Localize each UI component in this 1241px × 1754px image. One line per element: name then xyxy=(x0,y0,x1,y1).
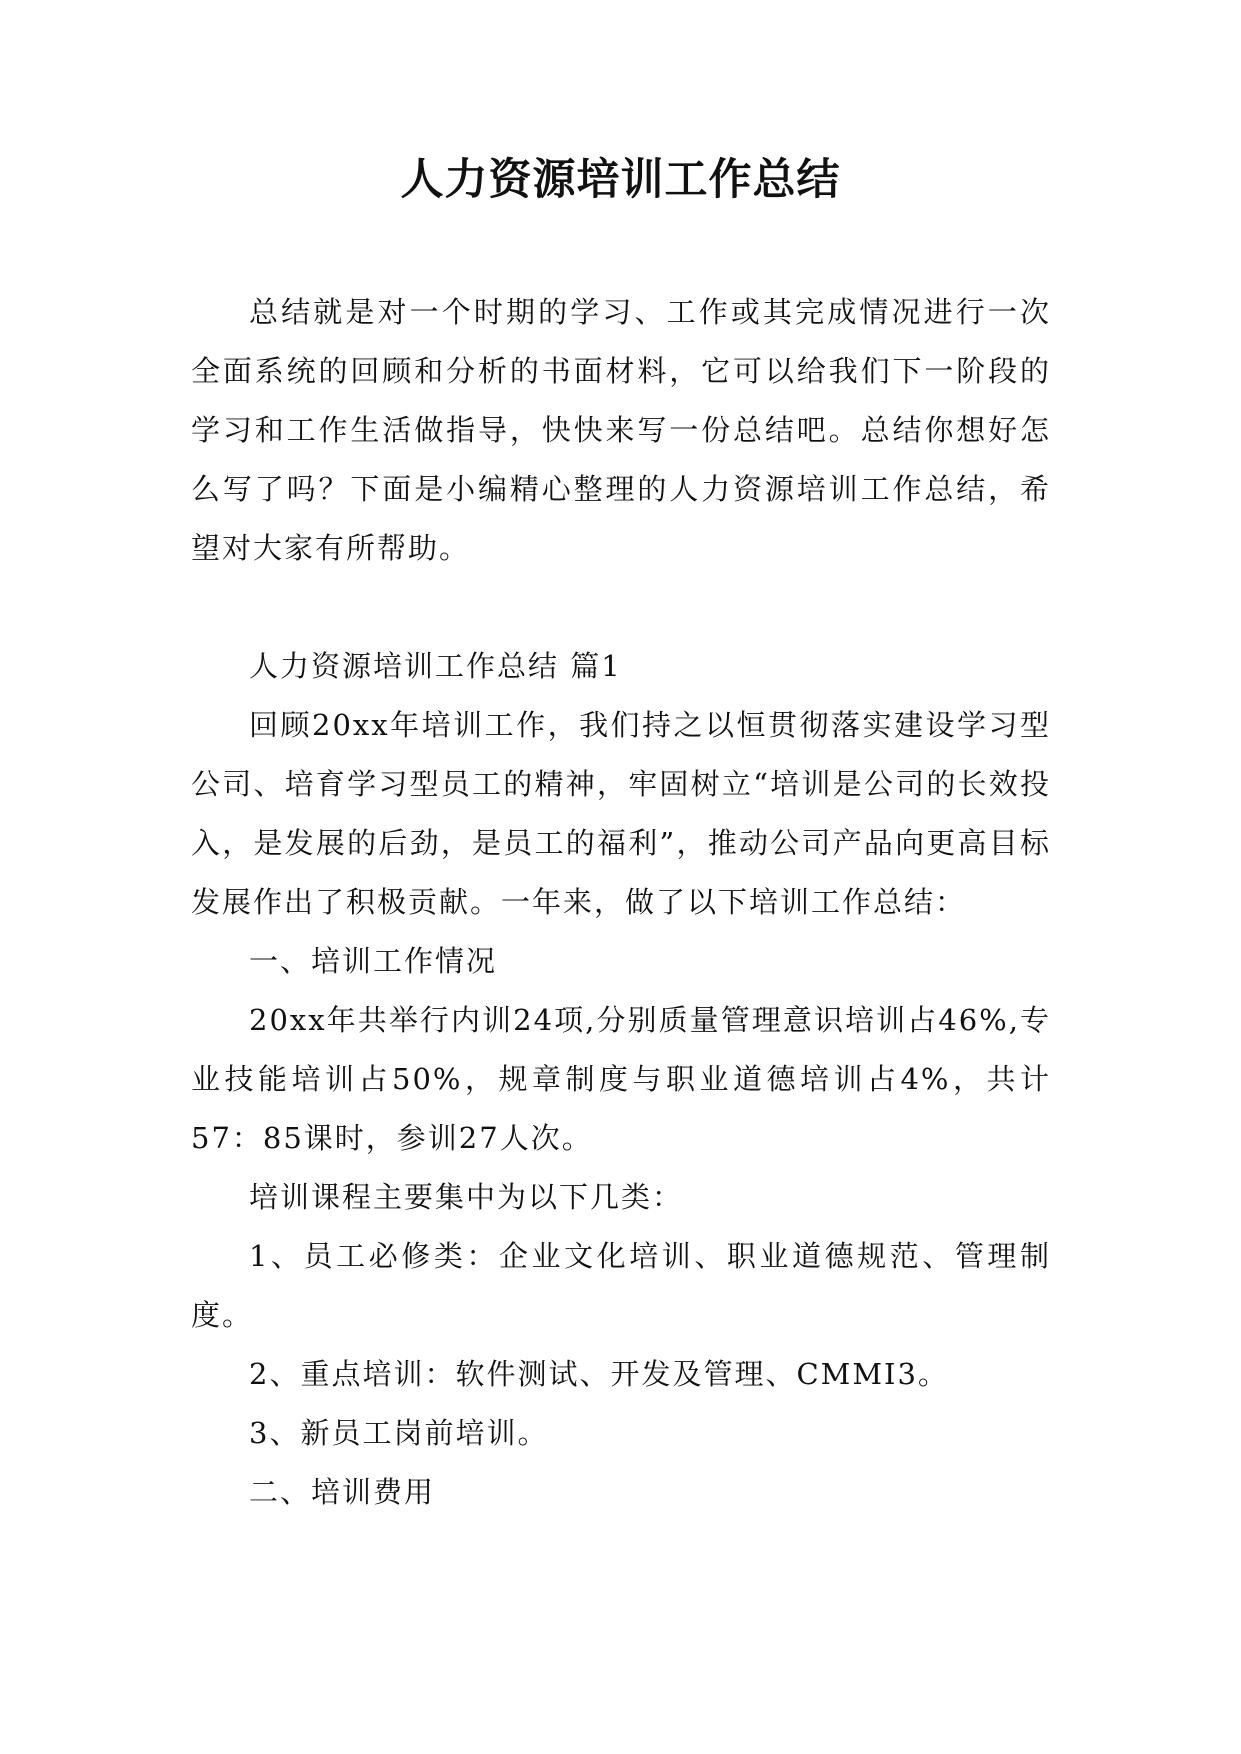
intro-paragraph: 总结就是对一个时期的学习、工作或其完成情况进行一次全面系统的回顾和分析的书面材料，它可以给我们下一阶段的学习和工作生活做指导，快快来写一份总结吧。总结你想好怎么写了吗？下面是小编精心整理的人力资源培训工作总结，希望对大家有所帮助。 xyxy=(191,295,1051,565)
document-body xyxy=(191,283,1051,1522)
section-heading-part-1: 人力资源培训工作总结 篇1 xyxy=(249,649,622,683)
review-paragraph: 回顾20xx年培训工作，我们持之以恒贯彻落实建设学习型公司、培育学习型员工的精神，牢固树立“培训是公司的长效投入，是发展的后劲，是员工的福利”，推动公司产品向更高目标发展作出了积极贡献。一年来，做了以下培训工作总结： xyxy=(191,708,1051,919)
list-item-new-employee-training: 3、新员工岗前培训。 xyxy=(249,1416,549,1450)
heading-training-costs: 二、培训费用 xyxy=(249,1475,436,1509)
course-categories-intro: 培训课程主要集中为以下几类： xyxy=(249,1180,684,1214)
training-stats-paragraph: 20xx年共举行内训24项,分别质量管理意识培训占46%,专业技能培训占50%，规章制度与职业道德培训占4%，共计57：85课时，参训27人次。 xyxy=(191,1003,1051,1155)
document-title: 人力资源培训工作总结 xyxy=(400,155,841,205)
list-item-key-training: 2、重点培训：软件测试、开发及管理、CMMI3。 xyxy=(249,1357,949,1391)
heading-training-situation: 一、培训工作情况 xyxy=(249,944,498,978)
list-item-required-courses: 1、员工必修类：企业文化培训、职业道德规范、管理制度。 xyxy=(191,1239,1051,1332)
